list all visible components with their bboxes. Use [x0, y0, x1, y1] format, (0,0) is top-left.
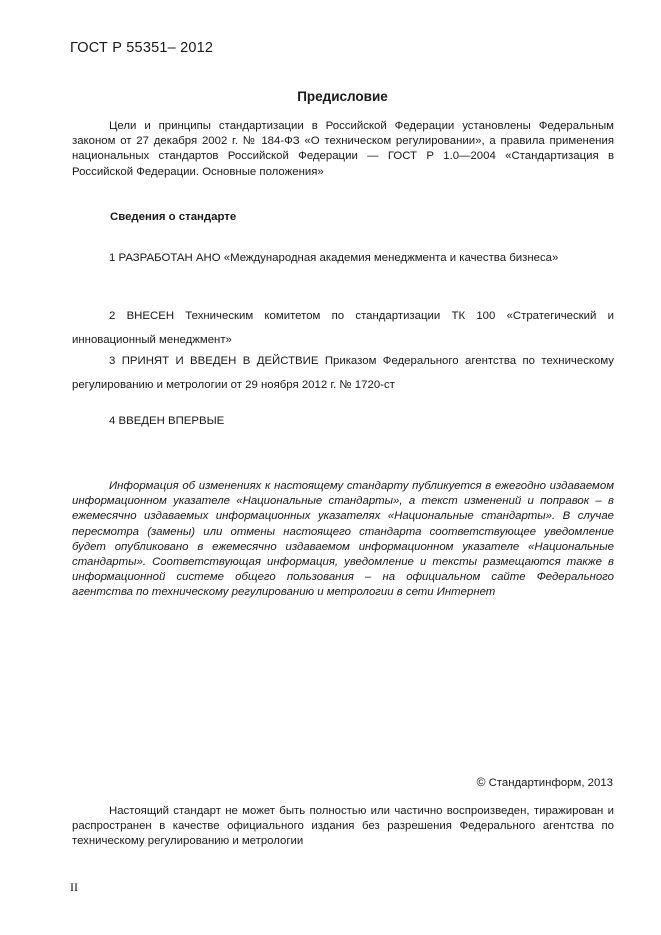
intro-paragraph: Цели и принципы стандартизации в Российской Федерации установлены Федеральным законом от 27 декабря 2002 г. № 184-ФЗ «О техническом регулировании», а правила применения национальных стандартов Российской Федерации — ГОСТ Р 1.0—2004 «Стандартизация в Российской Федерации. Основные положения»: [72, 120, 614, 178]
copyright-symbol: ©: [476, 775, 486, 789]
section-heading: Сведения о стандарте: [110, 211, 237, 223]
standard-info-item-3: 3 ПРИНЯТ И ВВЕДЕН В ДЕЙСТВИЕ Приказом Федерального агентства по техническому регулированию и метрологии от 29 ноября 2012 г. № 1720-ст: [72, 355, 614, 391]
changes-notice: Информация об изменениях к настоящему стандарту публикуется в ежегодно издаваемом информационном указателе «Национальные стандарты», а текст изменений и поправок – в ежемесячно издаваемых информационных указателях «Национальные стандарты». В случае пересмотра (замены) или отмены настоящего стандарта соответствующее уведомление будет опубликовано в ежемесячно издаваемом информационном указателе «Национальные стандарты». Соответствующая информация, уведомление и тексты размещаются также в информационной системе общего пользования – на официальном сайте Федерального агентства по техническому регулированию и метрологии в сети Интернет: [72, 480, 614, 599]
reproduction-notice: Настоящий стандарт не может быть полностью или частично воспроизведен, тиражирован и распространен в качестве официального издания без разрешения Федерального агентства по техническому регулированию и метрологии: [72, 805, 614, 848]
copyright-line: [477, 775, 613, 789]
copyright-text: Стандартинформ, 2013: [488, 777, 613, 789]
standard-info-item-1: 1 РАЗРАБОТАН АНО «Международная академия менеджмента и качества бизнеса»: [109, 252, 559, 264]
page-title: Предисловие: [297, 89, 388, 104]
standard-code-header: ГОСТ Р 55351– 2012: [70, 40, 214, 56]
page-number: II: [70, 880, 78, 894]
standard-info-item-2: 2 ВНЕСЕН Техническим комитетом по стандартизации ТК 100 «Стратегический и инновационный менеджмент»: [72, 310, 614, 346]
standard-info-item-4: 4 ВВЕДЕН ВПЕРВЫЕ: [109, 415, 225, 427]
